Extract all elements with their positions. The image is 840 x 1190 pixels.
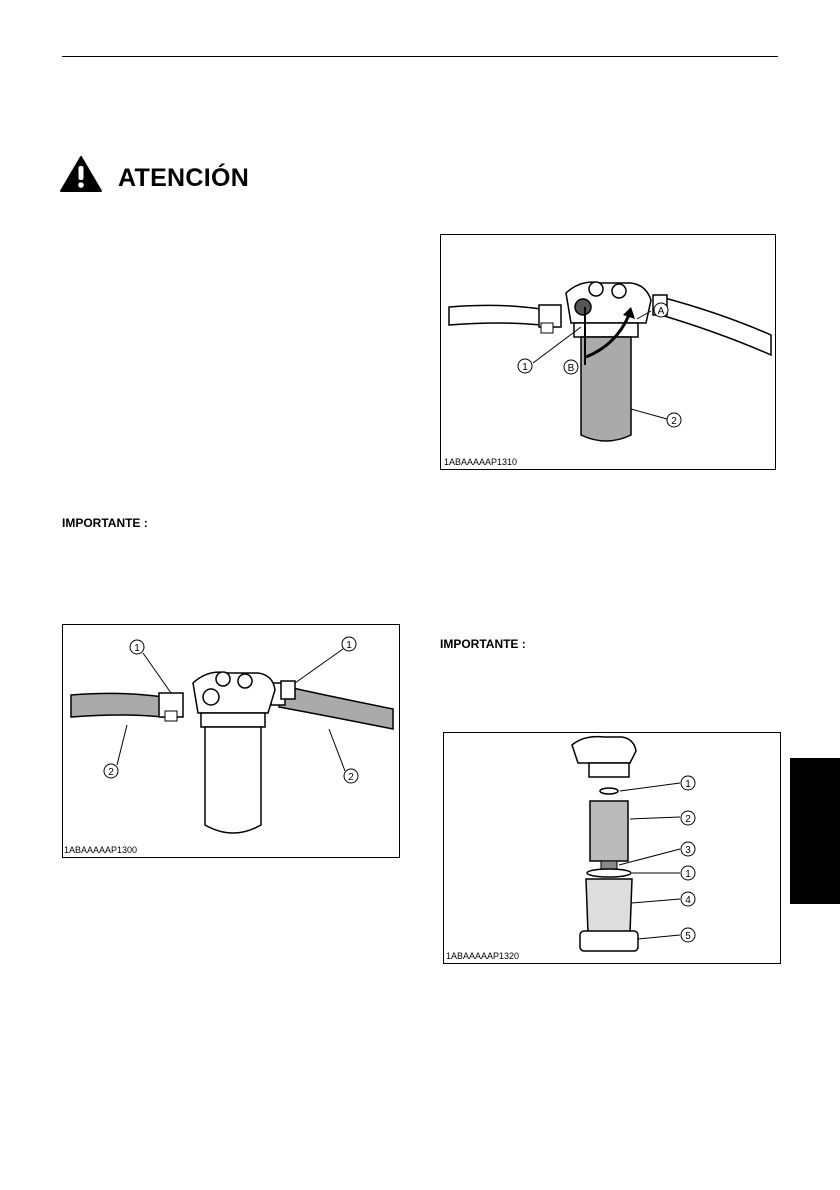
callout-1-bottom: 1 bbox=[685, 869, 691, 880]
important-label-1: IMPORTANTE : bbox=[62, 516, 148, 530]
figure-caption: 1ABAAAAAP1320 bbox=[446, 951, 520, 961]
figure-caption: 1ABAAAAAP1300 bbox=[64, 845, 138, 855]
figure-filter-exploded bbox=[443, 732, 781, 964]
callout-5: 5 bbox=[685, 931, 691, 942]
figure-fuel-filter-lever bbox=[440, 234, 776, 470]
figure-fuel-filter-hoses bbox=[62, 624, 400, 858]
callout-1: 1 bbox=[522, 362, 528, 373]
callout-2-left: 2 bbox=[108, 767, 114, 778]
warning-title: ATENCIÓN bbox=[118, 164, 250, 192]
figure-caption: 1ABAAAAAP1310 bbox=[444, 457, 518, 467]
header-rule bbox=[62, 56, 778, 57]
callout-2-right: 2 bbox=[348, 772, 354, 783]
callout-1-left: 1 bbox=[134, 643, 140, 654]
warning-triangle-icon bbox=[60, 156, 102, 192]
callout-b: B bbox=[567, 363, 575, 374]
callout-1-top: 1 bbox=[685, 779, 691, 790]
callout-1-right: 1 bbox=[346, 640, 352, 651]
callout-2: 2 bbox=[685, 814, 691, 825]
important-label-2: IMPORTANTE : bbox=[440, 637, 526, 651]
callout-4: 4 bbox=[685, 895, 691, 906]
callout-2: 2 bbox=[671, 416, 677, 427]
callout-a: A bbox=[657, 306, 665, 317]
callout-3: 3 bbox=[685, 845, 691, 856]
section-tab bbox=[790, 758, 840, 904]
